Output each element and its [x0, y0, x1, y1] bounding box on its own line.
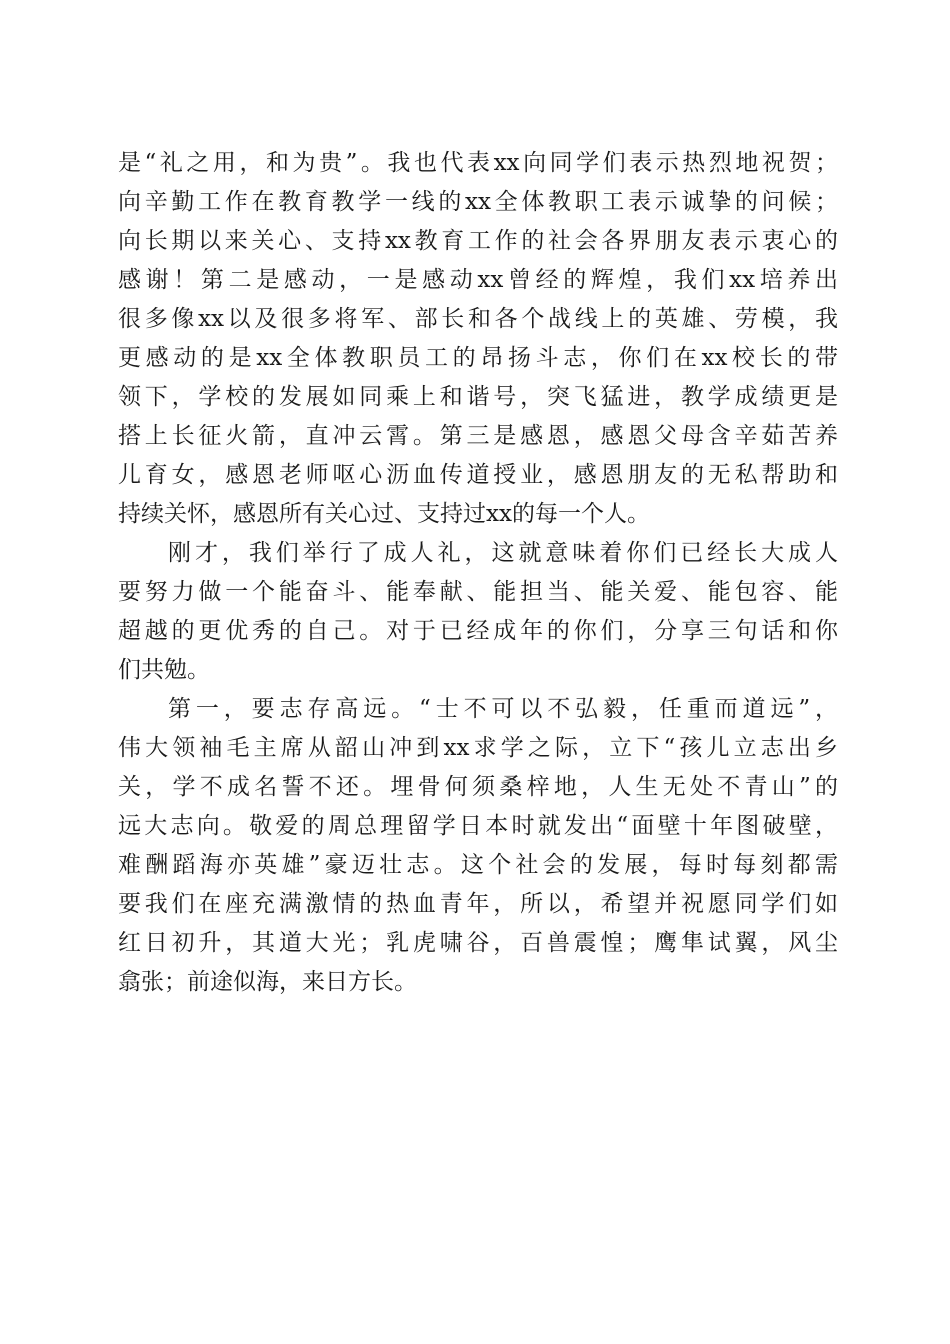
text-line-content: 儿育女，感恩老师呕心沥血传道授业，感恩朋友的无私帮助和 — [118, 462, 838, 488]
text-line-content: 是“礼之用，和为贵”。我也代表xx向同学们表示热烈地祝贺； — [118, 150, 838, 176]
text-line — [118, 573, 838, 612]
text-line — [118, 690, 838, 729]
text-line-content: 向长期以来关心、支持xx教育工作的社会各界朋友表示衷心的 — [118, 228, 838, 254]
text-line — [118, 807, 838, 846]
text-line-content: 向辛勤工作在教育教学一线的xx全体教职工表示诚挚的问候； — [118, 189, 838, 215]
text-line — [118, 456, 838, 495]
text-line — [118, 846, 838, 885]
text-line-content: 红日初升，其道大光；乳虎啸谷，百兽震惶；鹰隼试翼，风尘 — [118, 930, 838, 956]
text-line — [118, 144, 838, 183]
text-line-content: 感谢！第二是感动，一是感动xx曾经的辉煌，我们xx培养出 — [118, 267, 838, 293]
text-line — [118, 768, 838, 807]
text-line — [118, 729, 838, 768]
text-line-content: 领下，学校的发展如同乘上和谐号，突飞猛进，教学成绩更是 — [118, 384, 838, 410]
text-line-content: 超越的更优秀的自己。对于已经成年的你们，分享三句话和你 — [118, 618, 838, 644]
text-line-content: 要努力做一个能奋斗、能奉献、能担当、能关爱、能包容、能 — [118, 579, 838, 605]
text-line — [118, 924, 838, 963]
text-line-content: 们共勉。 — [118, 657, 210, 683]
text-line — [118, 300, 838, 339]
text-line — [118, 378, 838, 417]
text-line-content: 要我们在座充满激情的热血青年，所以，希望并祝愿同学们如 — [118, 891, 838, 917]
text-line-content: 翕张；前途似海，来日方长。 — [118, 969, 417, 995]
paragraph-3 — [118, 690, 838, 1002]
document-body — [118, 144, 838, 1002]
text-line — [118, 651, 838, 690]
text-line-content: 刚才，我们举行了成人礼，这就意味着你们已经长大成人 — [168, 540, 838, 566]
text-line — [118, 339, 838, 378]
text-line — [118, 222, 838, 261]
paragraph-2 — [118, 534, 838, 690]
text-line — [118, 183, 838, 222]
text-line — [118, 495, 838, 534]
text-line-content: 持续关怀，感恩所有关心过、支持过xx的每一个人。 — [118, 501, 650, 527]
text-line — [118, 963, 838, 1002]
text-line-content: 很多像xx以及很多将军、部长和各个战线上的英雄、劳模，我 — [118, 306, 838, 332]
text-line-content: 难酬蹈海亦英雄”豪迈壮志。这个社会的发展，每时每刻都需 — [118, 852, 838, 878]
text-line-content: 第一，要志存高远。“士不可以不弘毅，任重而道远”， — [168, 696, 838, 722]
text-line-content: 搭上长征火箭，直冲云霄。第三是感恩，感恩父母含辛茹苦养 — [118, 423, 838, 449]
text-line — [118, 261, 838, 300]
text-line-content: 伟大领袖毛主席从韶山冲到xx求学之际，立下“孩儿立志出乡 — [118, 735, 838, 761]
text-line-content: 远大志向。敬爱的周总理留学日本时就发出“面壁十年图破壁， — [118, 813, 838, 839]
text-line — [118, 612, 838, 651]
text-line-content: 关，学不成名誓不还。埋骨何须桑梓地，人生无处不青山”的 — [118, 774, 838, 800]
paragraph-1 — [118, 144, 838, 534]
text-line — [118, 534, 838, 573]
text-line — [118, 417, 838, 456]
text-line-content: 更感动的是xx全体教职员工的昂扬斗志，你们在xx校长的带 — [118, 345, 838, 371]
text-line — [118, 885, 838, 924]
